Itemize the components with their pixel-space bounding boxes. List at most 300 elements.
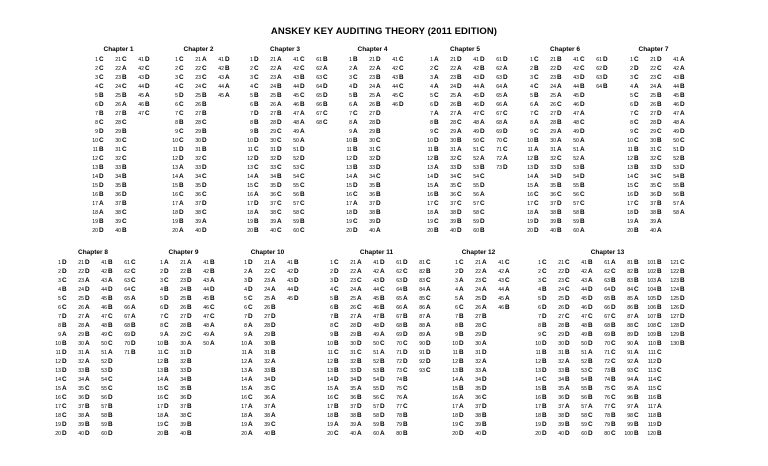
question-number: 106 — [647, 305, 656, 311]
answer-letter: A — [254, 173, 259, 180]
answer-row — [71, 303, 92, 312]
answer-row — [85, 64, 106, 73]
answer-row — [468, 258, 489, 267]
answer-column — [211, 55, 232, 235]
question-number: 36 — [78, 395, 84, 401]
question-number: 19 — [247, 219, 253, 225]
answer-letter: B — [588, 394, 593, 401]
answer-letter: A — [380, 331, 385, 338]
question-number: 6 — [630, 102, 633, 108]
answer-letter: B — [353, 137, 358, 144]
answer-letter: A — [434, 209, 439, 216]
answer-letter: C — [657, 146, 662, 153]
question-number: 51 — [573, 147, 579, 153]
question-number: 37 — [270, 201, 276, 207]
answer-row — [445, 276, 466, 285]
question-number: 23 — [450, 75, 456, 81]
answer-row — [71, 312, 92, 321]
answer-row — [320, 357, 341, 366]
question-number: 87 — [419, 314, 425, 320]
question-number: 50 — [293, 138, 299, 144]
answer-letter: A — [187, 259, 192, 266]
question-number: 3 — [250, 75, 253, 81]
answer-row — [466, 226, 487, 235]
question-number: 38 — [475, 413, 481, 419]
question-number: 26 — [369, 102, 375, 108]
question-number: 51 — [581, 350, 587, 356]
answer-letter: C — [376, 146, 381, 153]
answer-letter: A — [271, 286, 276, 293]
answer-row — [234, 276, 255, 285]
answer-letter: B — [403, 286, 408, 293]
answer-letter: D — [657, 295, 662, 302]
answer-row — [543, 109, 564, 118]
answer-letter: D — [557, 164, 562, 171]
question-number: 5 — [160, 296, 163, 302]
answer-row — [188, 100, 209, 109]
question-number: 62 — [124, 269, 130, 275]
answer-row — [551, 357, 572, 366]
answer-letter: C — [353, 74, 358, 81]
answer-row — [566, 172, 587, 181]
answer-row — [108, 100, 129, 109]
answer-letter: A — [459, 376, 464, 383]
question-number: 47 — [203, 314, 209, 320]
question-number: 56 — [673, 192, 679, 198]
question-number: 9 — [95, 129, 98, 135]
question-number: 113 — [647, 368, 656, 374]
question-number: 11 — [427, 147, 433, 153]
answer-row — [71, 429, 92, 438]
question-number: 61 — [596, 57, 602, 63]
answer-letter: D — [334, 268, 339, 275]
answer-row — [574, 294, 595, 303]
answer-letter: B — [534, 137, 539, 144]
question-number: 20 — [172, 228, 178, 234]
question-number: 50 — [101, 341, 107, 347]
answer-letter: D — [357, 322, 362, 329]
answer-row — [643, 91, 664, 100]
question-number: 41 — [498, 260, 504, 266]
answer-row — [165, 154, 186, 163]
answer-row — [468, 276, 489, 285]
answer-letter: D — [657, 110, 662, 117]
answer-row — [620, 127, 641, 136]
answer-letter: D — [334, 376, 339, 383]
question-number: 15 — [346, 183, 352, 189]
question-number: 32 — [475, 359, 481, 365]
question-number: 127 — [670, 314, 679, 320]
answer-letter: C — [99, 83, 104, 90]
answer-letter: B — [277, 110, 282, 117]
answer-letter: C — [657, 349, 662, 356]
question-number: 22 — [650, 66, 656, 72]
answer-letter: C — [131, 277, 136, 284]
answer-letter: B — [210, 295, 215, 302]
answer-letter: B — [542, 349, 547, 356]
answer-row — [420, 127, 441, 136]
answer-row — [263, 217, 284, 226]
answer-row — [551, 267, 572, 276]
answer-letter: B — [353, 56, 358, 63]
question-number: 25 — [350, 296, 356, 302]
answer-letter: C — [588, 412, 593, 419]
answer-letter: C — [634, 173, 639, 180]
answer-letter: B — [459, 313, 464, 320]
question-number: 18 — [327, 413, 333, 419]
question-number: 47 — [581, 314, 587, 320]
question-number: 33 — [78, 368, 84, 374]
answer-letter: A — [179, 227, 184, 234]
answer-letter: B — [254, 119, 259, 126]
question-number: 29 — [475, 332, 481, 338]
answer-letter: C — [588, 313, 593, 320]
answer-row — [343, 267, 364, 276]
answer-row — [286, 145, 307, 154]
answer-row — [468, 267, 489, 276]
answer-row — [94, 303, 115, 312]
answer-letter: C — [62, 295, 67, 302]
question-number: 77 — [604, 404, 610, 410]
question-number: 37 — [180, 404, 186, 410]
answer-letter: D — [380, 412, 385, 419]
answer-row — [566, 127, 587, 136]
question-number: 1 — [538, 260, 541, 266]
question-number: 2 — [330, 269, 333, 275]
question-number: 15 — [172, 183, 178, 189]
question-number: 17 — [627, 201, 633, 207]
question-number: 41 — [293, 57, 299, 63]
answer-letter: B — [164, 340, 169, 347]
answer-letter: C — [277, 128, 282, 135]
answer-letter: B — [62, 340, 67, 347]
question-number: 52 — [573, 156, 579, 162]
answer-letter: C — [580, 56, 585, 63]
question-number: 4 — [530, 84, 533, 90]
question-number: 25 — [115, 93, 121, 99]
answer-letter: C — [334, 322, 339, 329]
answer-row — [173, 339, 194, 348]
answer-row — [489, 136, 510, 145]
answer-letter: A — [503, 119, 508, 126]
question-number: 51 — [293, 147, 299, 153]
answer-letter: D — [634, 209, 639, 216]
answer-row — [71, 393, 92, 402]
answer-letter: B — [482, 313, 487, 320]
answer-row — [551, 276, 572, 285]
question-number: 48 — [581, 323, 587, 329]
question-number: 30 — [270, 138, 276, 144]
answer-row — [543, 145, 564, 154]
question-number: 39 — [195, 219, 201, 225]
question-number: 89 — [419, 332, 425, 338]
question-number: 37 — [550, 201, 556, 207]
answer-letter: C — [99, 65, 104, 72]
question-number: 16 — [247, 192, 253, 198]
answer-letter: D — [657, 119, 662, 126]
answer-letter: B — [403, 421, 408, 428]
answer-row — [117, 348, 138, 357]
answer-row — [343, 420, 364, 429]
answer-row — [309, 118, 330, 127]
answer-letter: D — [557, 200, 562, 207]
question-number: 53 — [101, 368, 107, 374]
answer-letter: B — [271, 349, 276, 356]
answer-letter: B — [657, 209, 662, 216]
answer-letter: C — [457, 191, 462, 198]
question-number: 18 — [247, 210, 253, 216]
question-number: 30 — [550, 138, 556, 144]
question-number: 34 — [475, 377, 481, 383]
answer-letter: D — [108, 286, 113, 293]
answer-column — [263, 55, 284, 235]
answer-column — [320, 258, 341, 438]
answer-row — [412, 357, 433, 366]
answer-row — [117, 294, 138, 303]
answer-row — [263, 163, 284, 172]
question-number: 27 — [550, 111, 556, 117]
question-number: 104 — [647, 287, 656, 293]
answer-row — [286, 127, 307, 136]
answer-letter: D — [277, 182, 282, 189]
answer-row — [551, 375, 572, 384]
question-number: 14 — [241, 377, 247, 383]
answer-row — [343, 330, 364, 339]
answer-letter: C — [434, 92, 439, 99]
answer-letter: A — [271, 259, 276, 266]
chapter-title: Chapter 8 — [78, 249, 108, 256]
question-number: 39 — [350, 422, 356, 428]
answer-letter: C — [271, 385, 276, 392]
question-number: 6 — [530, 102, 533, 108]
answer-letter: C — [634, 200, 639, 207]
answer-row — [412, 258, 433, 267]
question-number: 60 — [373, 431, 379, 437]
answer-row — [85, 172, 106, 181]
question-number: 5 — [95, 93, 98, 99]
answer-letter: D — [294, 268, 299, 275]
answer-row — [173, 411, 194, 420]
question-number: 117 — [647, 404, 656, 410]
question-number: 31 — [78, 350, 84, 356]
answer-letter: A — [634, 358, 639, 365]
answer-row — [466, 199, 487, 208]
answer-letter: D — [62, 259, 67, 266]
answer-letter: B — [380, 367, 385, 374]
question-number: 29 — [180, 332, 186, 338]
question-number: 40 — [115, 228, 121, 234]
question-number: 31 — [475, 350, 481, 356]
question-number: 69 — [496, 129, 502, 135]
answer-letter: D — [680, 313, 685, 320]
answer-letter: D — [164, 304, 169, 311]
answer-letter: C — [254, 182, 259, 189]
question-number: 30 — [369, 138, 375, 144]
answer-letter: D — [680, 128, 685, 135]
answer-row — [574, 276, 595, 285]
answer-row — [520, 154, 541, 163]
answer-letter: B — [202, 110, 207, 117]
answer-row — [566, 100, 587, 109]
answer-row — [466, 118, 487, 127]
question-number: 28 — [264, 323, 270, 329]
question-number: 109 — [647, 332, 656, 338]
answer-letter: A — [534, 209, 539, 216]
answer-letter: B — [565, 421, 570, 428]
answer-letter: C — [202, 119, 207, 126]
answer-letter: A — [380, 268, 385, 275]
answer-letter: B — [122, 92, 127, 99]
question-number: 27 — [195, 111, 201, 117]
question-number: 22 — [180, 269, 186, 275]
question-number: 50 — [203, 341, 209, 347]
answer-letter: A — [657, 403, 662, 410]
answer-letter: B — [634, 277, 639, 284]
answer-letter: C — [202, 209, 207, 216]
answer-row — [597, 348, 618, 357]
answer-letter: B — [603, 83, 608, 90]
question-number: 21 — [650, 57, 656, 63]
answer-row — [491, 303, 512, 312]
answer-row — [173, 285, 194, 294]
chapter-title: Chapter 4 — [357, 46, 388, 53]
answer-row — [343, 258, 364, 267]
answer-letter: C — [611, 358, 616, 365]
question-number: 43 — [218, 75, 224, 81]
answer-letter: A — [248, 412, 253, 419]
answer-row — [597, 429, 618, 438]
question-number: 4 — [330, 287, 333, 293]
answer-letter: C — [534, 191, 539, 198]
question-number: 34 — [369, 174, 375, 180]
answer-row — [131, 55, 152, 64]
answer-letter: A — [482, 259, 487, 266]
answer-row — [339, 55, 360, 64]
answer-column — [234, 258, 255, 438]
question-number: 25 — [180, 296, 186, 302]
answer-letter: C — [480, 146, 485, 153]
answer-row — [574, 348, 595, 357]
answer-row — [443, 82, 464, 91]
answer-row — [666, 145, 687, 154]
answer-letter: D — [85, 259, 90, 266]
answer-row — [443, 91, 464, 100]
question-number: 62 — [496, 66, 502, 72]
question-number: 21 — [115, 57, 121, 63]
question-number: 73 — [496, 165, 502, 171]
answer-letter: B — [588, 259, 593, 266]
answer-letter: B — [187, 376, 192, 383]
question-number: 93 — [419, 368, 425, 374]
question-number: 20 — [247, 228, 253, 234]
answer-row — [443, 73, 464, 82]
answer-row — [85, 82, 106, 91]
answer-letter: C — [164, 322, 169, 329]
question-number: 21 — [270, 57, 276, 63]
answer-letter: D — [145, 56, 150, 63]
question-number: 4 — [95, 84, 98, 90]
answer-row — [339, 91, 360, 100]
question-number: 125 — [670, 296, 679, 302]
answer-row — [339, 163, 360, 172]
question-number: 11 — [535, 350, 541, 356]
answer-letter: C — [164, 277, 169, 284]
answer-letter: A — [300, 119, 305, 126]
question-number: 28 — [270, 120, 276, 126]
answer-letter: A — [580, 146, 585, 153]
question-number: 11 — [55, 350, 61, 356]
question-number: 32 — [369, 156, 375, 162]
question-number: 90 — [419, 341, 425, 347]
question-number: 45 — [498, 296, 504, 302]
question-number: 80 — [396, 431, 402, 437]
question-number: 9 — [244, 332, 247, 338]
answer-row — [94, 402, 115, 411]
question-number: 28 — [650, 120, 656, 126]
question-number: 27 — [115, 111, 121, 117]
question-number: 31 — [195, 147, 201, 153]
answer-row — [468, 348, 489, 357]
answer-letter: D — [248, 277, 253, 284]
answer-letter: A — [277, 218, 282, 225]
answer-letter: B — [357, 394, 362, 401]
question-number: 34 — [558, 377, 564, 383]
answer-letter: B — [202, 92, 207, 99]
answer-row — [71, 258, 92, 267]
answer-column — [491, 258, 512, 438]
answer-letter: A — [482, 340, 487, 347]
answer-row — [543, 55, 564, 64]
answer-letter: A — [300, 110, 305, 117]
answer-letter: D — [657, 358, 662, 365]
question-number: 83 — [419, 278, 425, 284]
answer-row — [366, 402, 387, 411]
answer-row — [108, 118, 129, 127]
answer-row — [366, 294, 387, 303]
answer-letter: B — [108, 322, 113, 329]
answer-row — [117, 285, 138, 294]
answer-row — [286, 172, 307, 181]
answer-letter: D — [580, 92, 585, 99]
answer-row — [389, 357, 410, 366]
answer-letter: D — [85, 268, 90, 275]
answer-letter: C — [300, 200, 305, 207]
answer-row — [71, 420, 92, 429]
answer-row — [150, 411, 171, 420]
answer-row — [551, 402, 572, 411]
answer-row — [412, 366, 433, 375]
answer-row — [620, 226, 641, 235]
question-number: 2 — [630, 66, 633, 72]
answer-letter: B — [187, 403, 192, 410]
answer-letter: A — [634, 376, 639, 383]
question-number: 57 — [293, 201, 299, 207]
answer-letter: B — [611, 367, 616, 374]
answer-row — [489, 100, 510, 109]
question-number: 23 — [350, 278, 356, 284]
question-number: 7 — [530, 111, 533, 117]
answer-row — [643, 348, 664, 357]
question-number: 19 — [327, 422, 333, 428]
question-number: 19 — [452, 422, 458, 428]
question-number: 51 — [673, 147, 679, 153]
answer-row — [520, 55, 541, 64]
answer-letter: B — [657, 259, 662, 266]
answer-row — [309, 109, 330, 118]
answer-letter: B — [542, 412, 547, 419]
question-number: 9 — [250, 129, 253, 135]
answer-row — [366, 429, 387, 438]
